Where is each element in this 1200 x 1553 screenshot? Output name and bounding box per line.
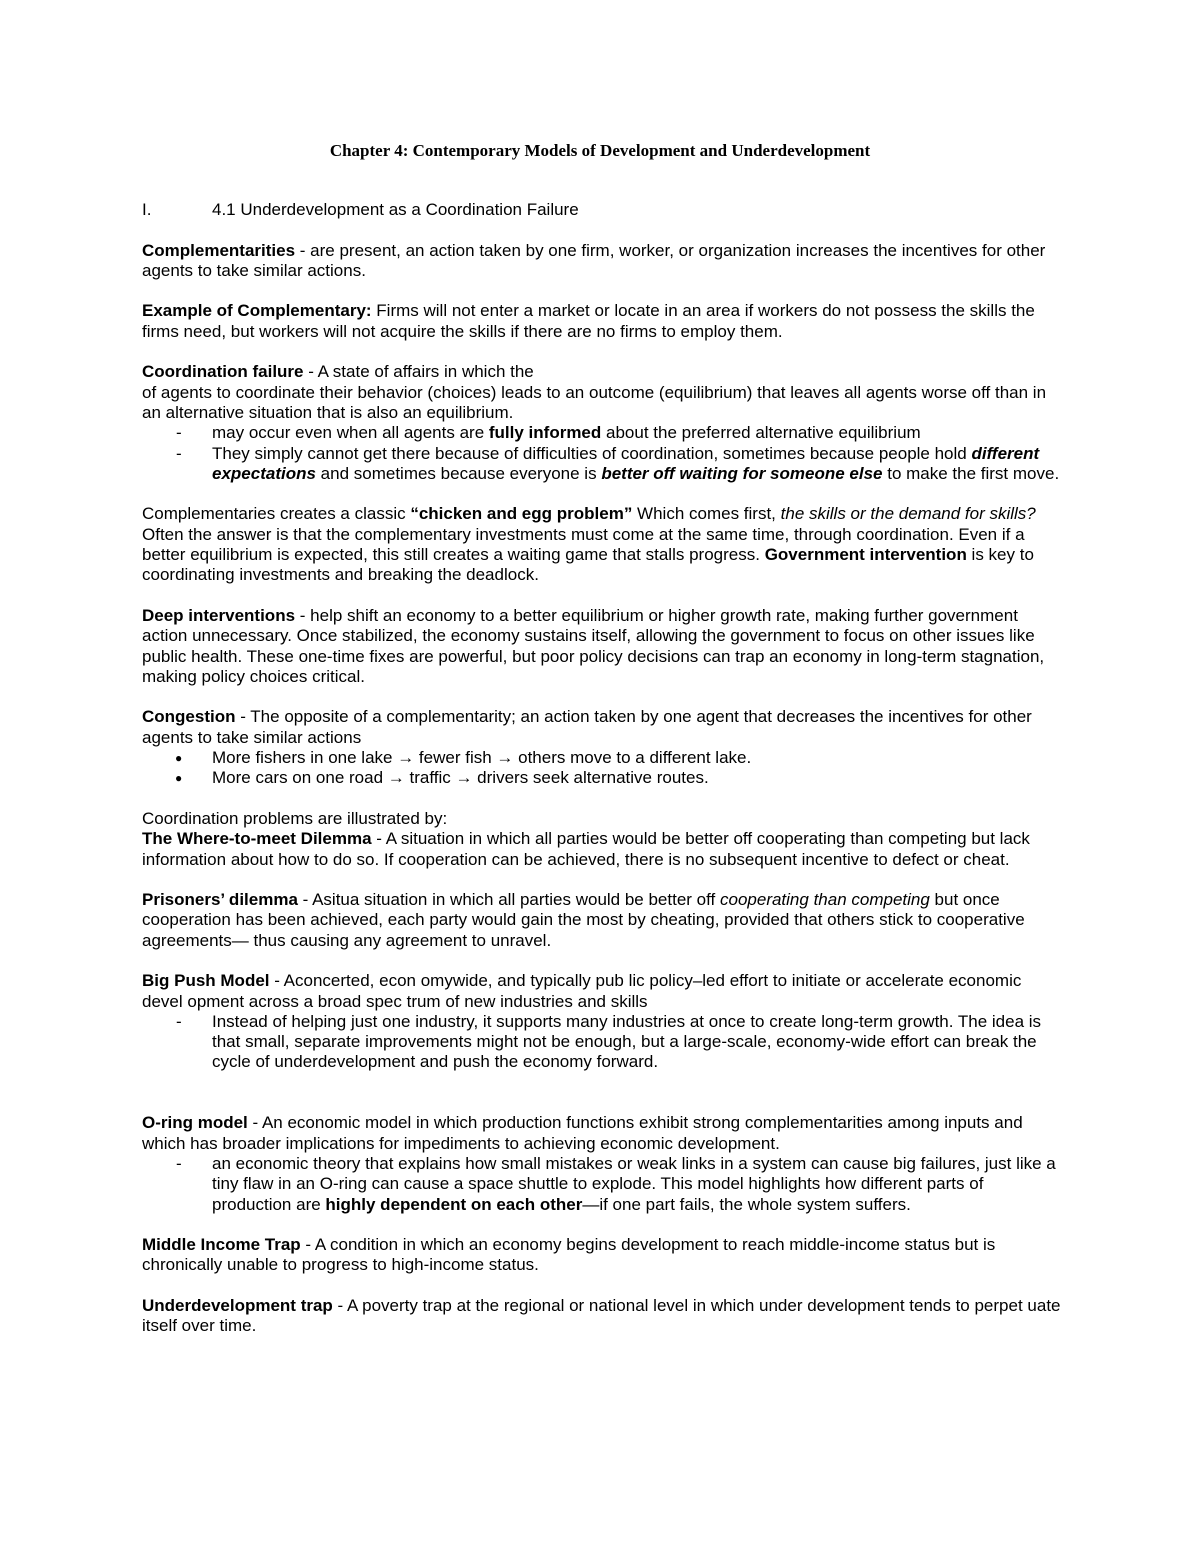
where-to-meet-definition: The Where-to-meet Dilemma - A situation in which all parties would be better off cooperating than competing but lack information about how to do so. If cooperation can be achieved, there is no subsequent incentive to defect or cheat.	[142, 829, 1030, 869]
underdevelopment-trap-definition: Underdevelopment trap - A poverty trap at the regional or national level in which under development tends to perpet uate itself over time.	[142, 1296, 1061, 1336]
middle-income-trap-definition: Middle Income Trap - A condition in which an economy begins development to reach middle-income status but is chronically unable to progress to high-income status.	[142, 1235, 996, 1275]
document-body	[142, 200, 1062, 1337]
coordination-failure-definition: Coordination failure - A state of affairs in which the	[142, 362, 534, 382]
term-coordination-failure: Coordination failure	[142, 362, 304, 382]
term-underdevelopment-trap: Underdevelopment trap	[142, 1296, 333, 1316]
congestion-list	[142, 748, 1062, 789]
big-push-list	[142, 1012, 1062, 1073]
list-item: ● More fishers in one lake → fewer fish → others move to a different lake.	[142, 748, 1062, 768]
page-title: Chapter 4: Contemporary Models of Development and Underdevelopment	[329, 141, 871, 160]
coordination-failure-continued: of agents to coordinate their behavior (choices) leads to an outcome (equilibrium) that leaves all agents worse off than in an alternative situation that is also an equilibrium.	[142, 382, 1047, 422]
section-numeral: I.	[142, 200, 152, 219]
chicken-egg-paragraph: Complementaries creates a classic “chicken and egg problem” Which comes first, the skills or the demand for skills? Often the answer is that the complementary investments must come at the same time, through coordination. Even if a better equilibrium is expected, this still creates a waiting game that stalls progress. Government intervention is key to coordinating investments and breaking the deadlock.	[142, 504, 1036, 585]
term-big-push: Big Push Model	[142, 971, 270, 991]
congestion-definition: Congestion - The opposite of a complementarity; an action taken by one agent that decreases the incentives for other agents to take similar actions	[142, 707, 1032, 747]
term-where-to-meet: The Where-to-meet Dilemma	[142, 829, 372, 849]
example-paragraph: Example of Complementary: Firms will not enter a market or locate in an area if workers do not possess the skills the firms need, but workers will not acquire the skills if there are no firms to employ them.	[142, 301, 1035, 341]
list-item: - They simply cannot get there because of difficulties of coordination, sometimes because people hold different expectations and sometimes because everyone is better off waiting for someone else to make the first move.	[142, 444, 1062, 485]
term-example: Example of Complementary:	[142, 301, 372, 321]
big-push-definition: Big Push Model - Aconcerted, econ omywide, and typically pub lic policy–led effort to initiate or accelerate economic devel opment across a broad spec trum of new industries and skills	[142, 971, 1022, 1011]
term-congestion: Congestion	[142, 707, 236, 727]
list-item: ● More cars on one road → traffic → drivers seek alternative routes.	[142, 768, 1062, 788]
prisoners-dilemma-definition: Prisoners’ dilemma - Asitua situation in which all parties would be better off cooperating than competing but once cooperation has been achieved, each party would gain the most by cheating, provided that others stick to cooperative agreements— thus causing any agreement to unravel.	[142, 890, 1025, 950]
oring-definition: O-ring model - An economic model in which production functions exhibit strong complementarities among inputs and which has broader implications for impediments to achieving economic development.	[142, 1113, 1023, 1153]
section-heading	[142, 200, 1062, 220]
term-complementarities: Complementarities	[142, 240, 296, 260]
list-item: - Instead of helping just one industry, it supports many industries at once to create long-term growth. The idea is that small, separate improvements might not be enough, but a large-scale, economy-wide effort can break the cycle of underdevelopment and push the economy forward.	[142, 1012, 1062, 1073]
oring-list	[142, 1154, 1062, 1215]
term-prisoners-dilemma: Prisoners’ dilemma	[142, 890, 298, 910]
coordination-problems-intro: Coordination problems are illustrated by:	[142, 808, 448, 828]
coordination-failure-list	[142, 423, 1062, 484]
term-middle-income-trap: Middle Income Trap	[142, 1235, 301, 1255]
term-deep-interventions: Deep interventions	[142, 605, 296, 625]
list-item: - an economic theory that explains how small mistakes or weak links in a system can cause big failures, just like a tiny flaw in an O-ring can cause a space shuttle to explode. This model highlights how different parts of production are highly dependent on each other—if one part fails, the whole system suffers.	[142, 1154, 1062, 1215]
deep-interventions-definition: Deep interventions - help shift an economy to a better equilibrium or higher growth rate, making further government action unnecessary. Once stabilized, the economy sustains itself, allowing the government to focus on other issues like public health. These one-time fixes are powerful, but poor policy decisions can trap an economy in long-term stagnation, making policy choices critical.	[142, 605, 1045, 686]
term-oring: O-ring model	[142, 1113, 248, 1133]
section-label: 4.1 Underdevelopment as a Coordination Failure	[212, 200, 579, 219]
complementarities-definition: Complementarities - are present, an action taken by one firm, worker, or organization increases the incentives for other agents to take similar actions.	[142, 240, 1046, 280]
list-item: - may occur even when all agents are fully informed about the preferred alternative equilibrium	[142, 423, 1062, 443]
